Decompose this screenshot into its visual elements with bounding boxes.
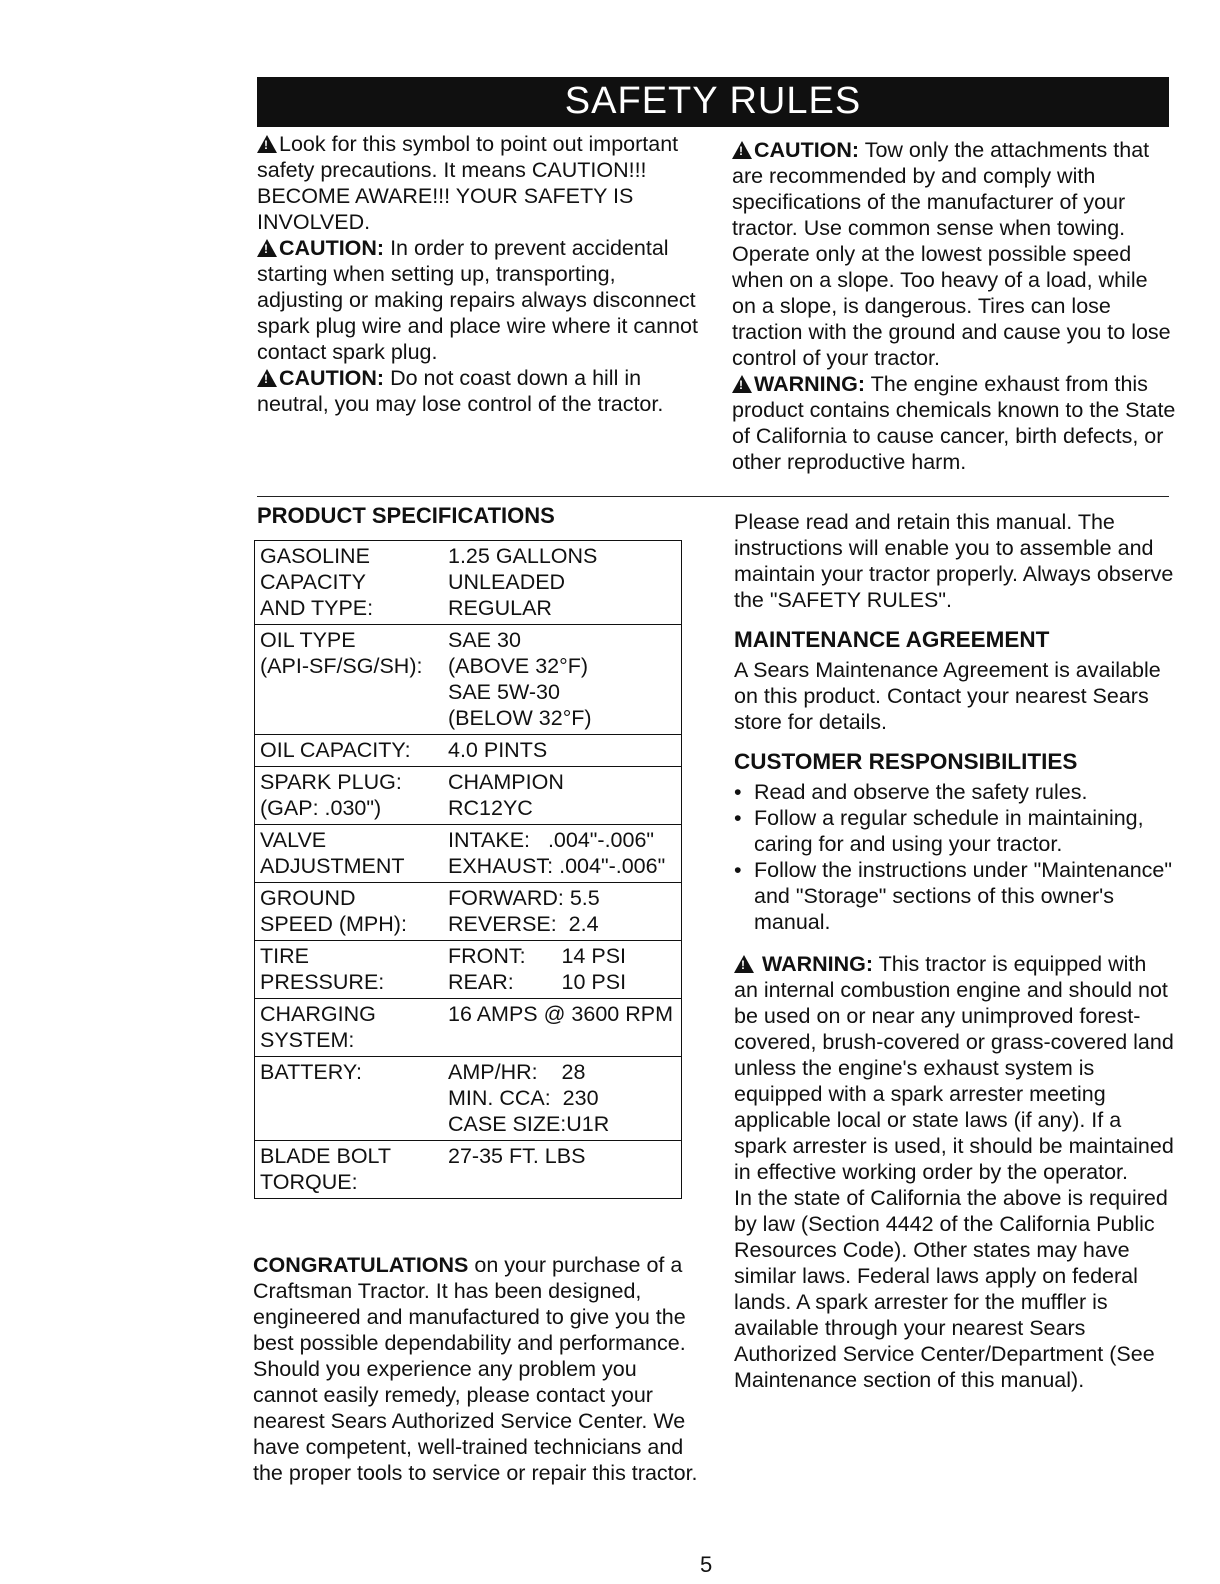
spec-value: SAE 30 (ABOVE 32°F) SAE 5W-30 (BELOW 32°F) [448, 628, 592, 730]
table-row [255, 541, 682, 625]
spec-value: INTAKE: .004"-.006" EXHAUST: .004"-.006" [448, 828, 666, 878]
spec-key: BATTERY: [260, 1060, 362, 1084]
table-row [255, 941, 682, 999]
customer-responsibilities-heading: CUSTOMER RESPONSIBILITIES [734, 749, 1078, 774]
table-row [255, 1141, 682, 1199]
spec-value: FORWARD: 5.5 REVERSE: 2.4 [448, 886, 600, 936]
spec-key: OIL TYPE (API-SF/SG/SH): [260, 628, 423, 678]
spec-key: GROUND SPEED (MPH): [260, 886, 407, 936]
towing-caution-column [732, 137, 1177, 475]
warning-spark-arrester [734, 951, 1174, 1185]
spec-key: VALVE ADJUSTMENT [260, 828, 405, 878]
section-divider [257, 496, 1169, 497]
spec-key: SPARK PLUG: (GAP: .030") [260, 770, 402, 820]
congratulations-label: CONGRATULATIONS [253, 1253, 469, 1277]
caution-text: Tow only the attachments that are recommended by and comply with specifications of the manufacturer of your tractor. Use common sense when towing. Operate only at the lowest possible speed when on a slope. Too heavy of a load, while on a slope, is dangerous. Tires can lose traction with the ground and cause you to lose control of your tractor. [732, 138, 1171, 370]
maintenance-agreement-heading: MAINTENANCE AGREEMENT [734, 627, 1050, 652]
spec-value: 16 AMPS @ 3600 RPM [448, 1002, 673, 1026]
warning-label: WARNING: [761, 952, 874, 976]
congratulations-section [253, 1252, 698, 1486]
symbol-explanation-text: Look for this symbol to point out important safety precautions. It means CAUTION!!! BECOME AWARE!!! YOUR SAFETY IS INVOLVED. [257, 132, 679, 234]
caution-coast-hill [257, 365, 707, 417]
spec-value: 27-35 FT. LBS [448, 1144, 586, 1168]
warning-text: This tractor is equipped with an internal combustion engine and should not be used on or near any unimproved forest-covered, brush-covered or grass-covered land unless the engine's exhaust system is equipped with a spark arrester meeting applicable local or state laws (if any). If a spark arrester is used, it should be maintained in effective working order by the operator. [734, 952, 1174, 1184]
table-row [255, 625, 682, 735]
warning-label: WARNING: [754, 372, 866, 396]
spec-key: OIL CAPACITY: [260, 738, 411, 762]
warning-exhaust [732, 371, 1177, 475]
list-item: • Follow a regular schedule in maintaining, caring for and using your tractor. [754, 805, 1174, 857]
spec-key: TIRE PRESSURE: [260, 944, 385, 994]
list-item: • Follow the instructions under "Maintenance" and "Storage" sections of this owner's manual. [754, 857, 1174, 935]
table-row [255, 999, 682, 1057]
responsibilities-list [734, 779, 1174, 935]
table-row [255, 825, 682, 883]
product-specifications-table [254, 540, 682, 1199]
spec-key: GASOLINE CAPACITY AND TYPE: [260, 544, 374, 620]
list-item: • Read and observe the safety rules. [754, 779, 1174, 805]
warning-triangle-icon [732, 141, 752, 159]
spec-key: CHARGING SYSTEM: [260, 1002, 376, 1052]
caution-text: In order to prevent accidental starting when setting up, transporting, adjusting or making repairs always disconnect spark plug wire and place wire where it cannot contact spark plug. [257, 236, 698, 364]
california-law-paragraph: In the state of California the above is required by law (Section 4442 of the California Public Resources Code). Other states may have similar laws. Federal laws apply on federal lands. A spark arrester for the muffler is available through your nearest Sears Authorized Service Center/Department (See Maintenance section of this manual). [734, 1186, 1168, 1392]
table-row [255, 735, 682, 767]
spec-value: CHAMPION RC12YC [448, 770, 564, 820]
caution-label: CAUTION: [279, 236, 385, 260]
warning-triangle-icon [732, 375, 752, 393]
spec-value: FRONT: 14 PSI REAR: 10 PSI [448, 944, 627, 994]
congratulations-text: on your purchase of a Craftsman Tractor. It has been designed, engineered and manufactured to give you the best possible dependability and performance. [253, 1253, 686, 1355]
symbol-explanation [257, 131, 707, 235]
warning-triangle-icon [257, 369, 277, 387]
page-number: 5 [700, 1552, 713, 1577]
manual-intro: Please read and retain this manual. The instructions will enable you to assemble and maintain your tractor properly. Always observe the "SAFETY RULES". [734, 510, 1174, 612]
warning-triangle-icon [257, 135, 277, 153]
caution-towing [732, 137, 1177, 371]
spec-value: 1.25 GALLONS UNLEADED REGULAR [448, 544, 598, 620]
caution-label: CAUTION: [754, 138, 860, 162]
manual-info-column [734, 509, 1174, 1393]
section-banner: SAFETY RULES [257, 77, 1169, 127]
table-row [255, 883, 682, 941]
table-row [255, 767, 682, 825]
warning-triangle-icon [734, 955, 754, 973]
spec-value: 4.0 PINTS [448, 738, 548, 762]
maintenance-agreement-text: A Sears Maintenance Agreement is available on this product. Contact your nearest Sears store for details. [734, 658, 1161, 734]
product-specifications-title: PRODUCT SPECIFICATIONS [257, 503, 555, 528]
warning-triangle-icon [257, 239, 277, 257]
caution-text: Do not coast down a hill in neutral, you may lose control of the tractor. [257, 366, 664, 416]
service-paragraph: Should you experience any problem you cannot easily remedy, please contact your nearest Sears Authorized Service Center. We have competent, well-trained technicians and the proper tools to service or repair this tractor. [253, 1357, 698, 1485]
caution-accidental-start [257, 235, 707, 365]
spec-value: AMP/HR: 28 MIN. CCA: 230 CASE SIZE:U1R [448, 1060, 610, 1136]
safety-intro-column [257, 131, 707, 417]
spec-key: BLADE BOLT TORQUE: [260, 1144, 392, 1194]
caution-label: CAUTION: [279, 366, 385, 390]
table-row [255, 1057, 682, 1141]
congratulations-paragraph [253, 1252, 698, 1356]
warning-text: The engine exhaust from this product contains chemicals known to the State of California to cause cancer, birth defects, or other reproductive harm. [732, 372, 1176, 474]
